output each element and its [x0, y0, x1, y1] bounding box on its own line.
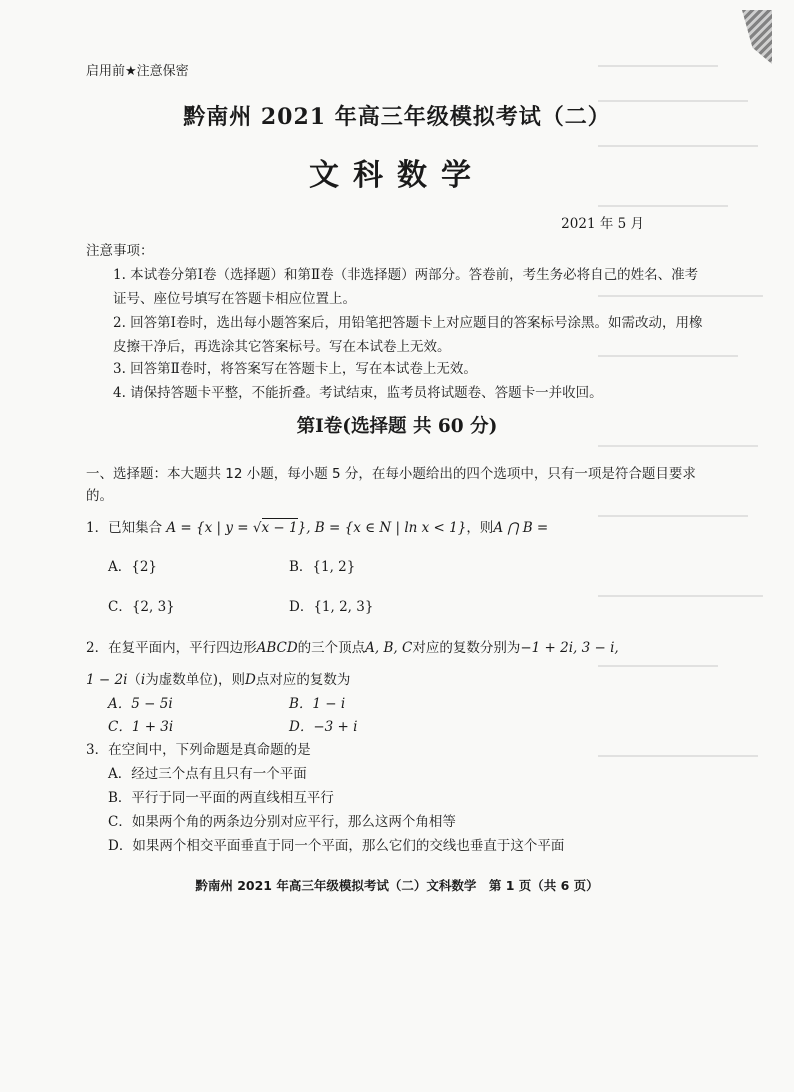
notice-item-3	[86, 357, 706, 381]
q1-option-c: C．{2, 3}	[108, 599, 175, 615]
confidential-notice: 启用前★注意保密	[86, 64, 189, 79]
q1-option-b: B．{1, 2}	[289, 559, 356, 575]
notice-item-4-text: 4. 请保持答题卡平整，不能折叠。考试结束，监考员将试题卷、答题卡一并收回。	[113, 385, 603, 401]
q2-line2c: 为虚数单位)，则	[145, 672, 245, 688]
q1-expression: A ⋂ B =	[493, 520, 549, 536]
q1-set-b: , B = {x ∈ N | ln x < 1}	[306, 520, 467, 536]
q2-values: −1 + 2i, 3 − i,	[520, 640, 619, 656]
notice-item-1	[86, 263, 706, 311]
q2-option-c: C．1 + 3i	[108, 719, 174, 735]
sqrt-symbol: √	[252, 520, 262, 536]
q2-line2d: 点对应的复数为	[255, 672, 351, 688]
q2-line2b: （	[127, 672, 141, 688]
q1-suffix: ，则	[466, 520, 494, 536]
q3-option-c: C．如果两个角的两条边分别对应平行，那么这两个角相等	[108, 814, 456, 830]
q2-line1: 2．在复平面内，平行四边形	[86, 640, 257, 656]
notice-heading: 注意事项：	[86, 243, 154, 259]
q2-i-unit: i	[140, 672, 146, 688]
section-intro: 一、选择题：本大题共 12 小题，每小题 5 分，在每小题给出的四个选项中，只有一项是符合题目要求的。	[86, 466, 696, 504]
q1-option-a: A．{2}	[108, 559, 158, 575]
q1-set-a-end: }	[297, 520, 307, 536]
notice-item-1-text: 1. 本试卷分第Ⅰ卷（选择题）和第Ⅱ卷（非选择题）两部分。答卷前，考生务必将自己的姓名、准考证号、座位号填写在答题卡相应位置上。	[113, 267, 699, 307]
q2-option-b: B．1 − i	[289, 696, 346, 712]
q2-option-a: A．5 − 5i	[108, 696, 173, 712]
question-1-stem	[86, 516, 548, 536]
exam-date: 2021 年 5 月	[561, 216, 644, 232]
q1-option-d: D．{1, 2, 3}	[289, 599, 374, 615]
section-title: 第Ⅰ卷(选择题 共 60 分)	[296, 416, 498, 437]
q2-option-d: D．−3 + i	[289, 719, 358, 735]
q2-abcd: ABCD	[256, 640, 298, 656]
q2-line2a: 1 − 2i	[86, 672, 128, 688]
q3-option-d: D．如果两个相交平面垂直于同一个平面，那么它们的交线也垂直于这个平面	[108, 838, 565, 854]
question-2-stem-line-1	[86, 636, 619, 656]
q1-set-a: A = {x | y =	[166, 520, 253, 536]
question-2-stem-line-2	[86, 668, 350, 688]
q2-line1b: 的三个顶点	[297, 640, 366, 656]
q1-radicand: x − 1	[261, 520, 298, 536]
notice-item-4	[86, 381, 706, 405]
q2-d-point: D	[245, 672, 256, 688]
q2-abc: A, B, C	[365, 640, 413, 656]
notice-item-2-text: 2. 回答第Ⅰ卷时，选出每小题答案后，用铅笔把答题卡上对应题目的答案标号涂黑。如需改动，用橡皮擦干净后，再选涂其它答案标号。写在本试卷上无效。	[113, 315, 703, 355]
notice-item-3-text: 3. 回答第Ⅱ卷时，将答案写在答题卡上，写在本试卷上无效。	[113, 361, 477, 377]
q3-option-b: B．平行于同一平面的两直线相互平行	[108, 790, 334, 806]
page-footer: 黔南州 2021 年高三年级模拟考试（二）文科数学 第 1 页（共 6 页）	[195, 878, 599, 893]
question-3-stem: 3．在空间中，下列命题是真命题的是	[86, 742, 311, 758]
q1-prefix: 1．已知集合	[86, 520, 163, 536]
notice-item-2	[86, 311, 706, 359]
q3-option-a: A．经过三个点有且只有一个平面	[108, 766, 307, 782]
q2-line1c: 对应的复数分别为	[412, 640, 521, 656]
subject-title: 文科数学	[309, 158, 485, 193]
exam-title: 黔南州 2021 年高三年级模拟考试（二）	[183, 104, 611, 130]
